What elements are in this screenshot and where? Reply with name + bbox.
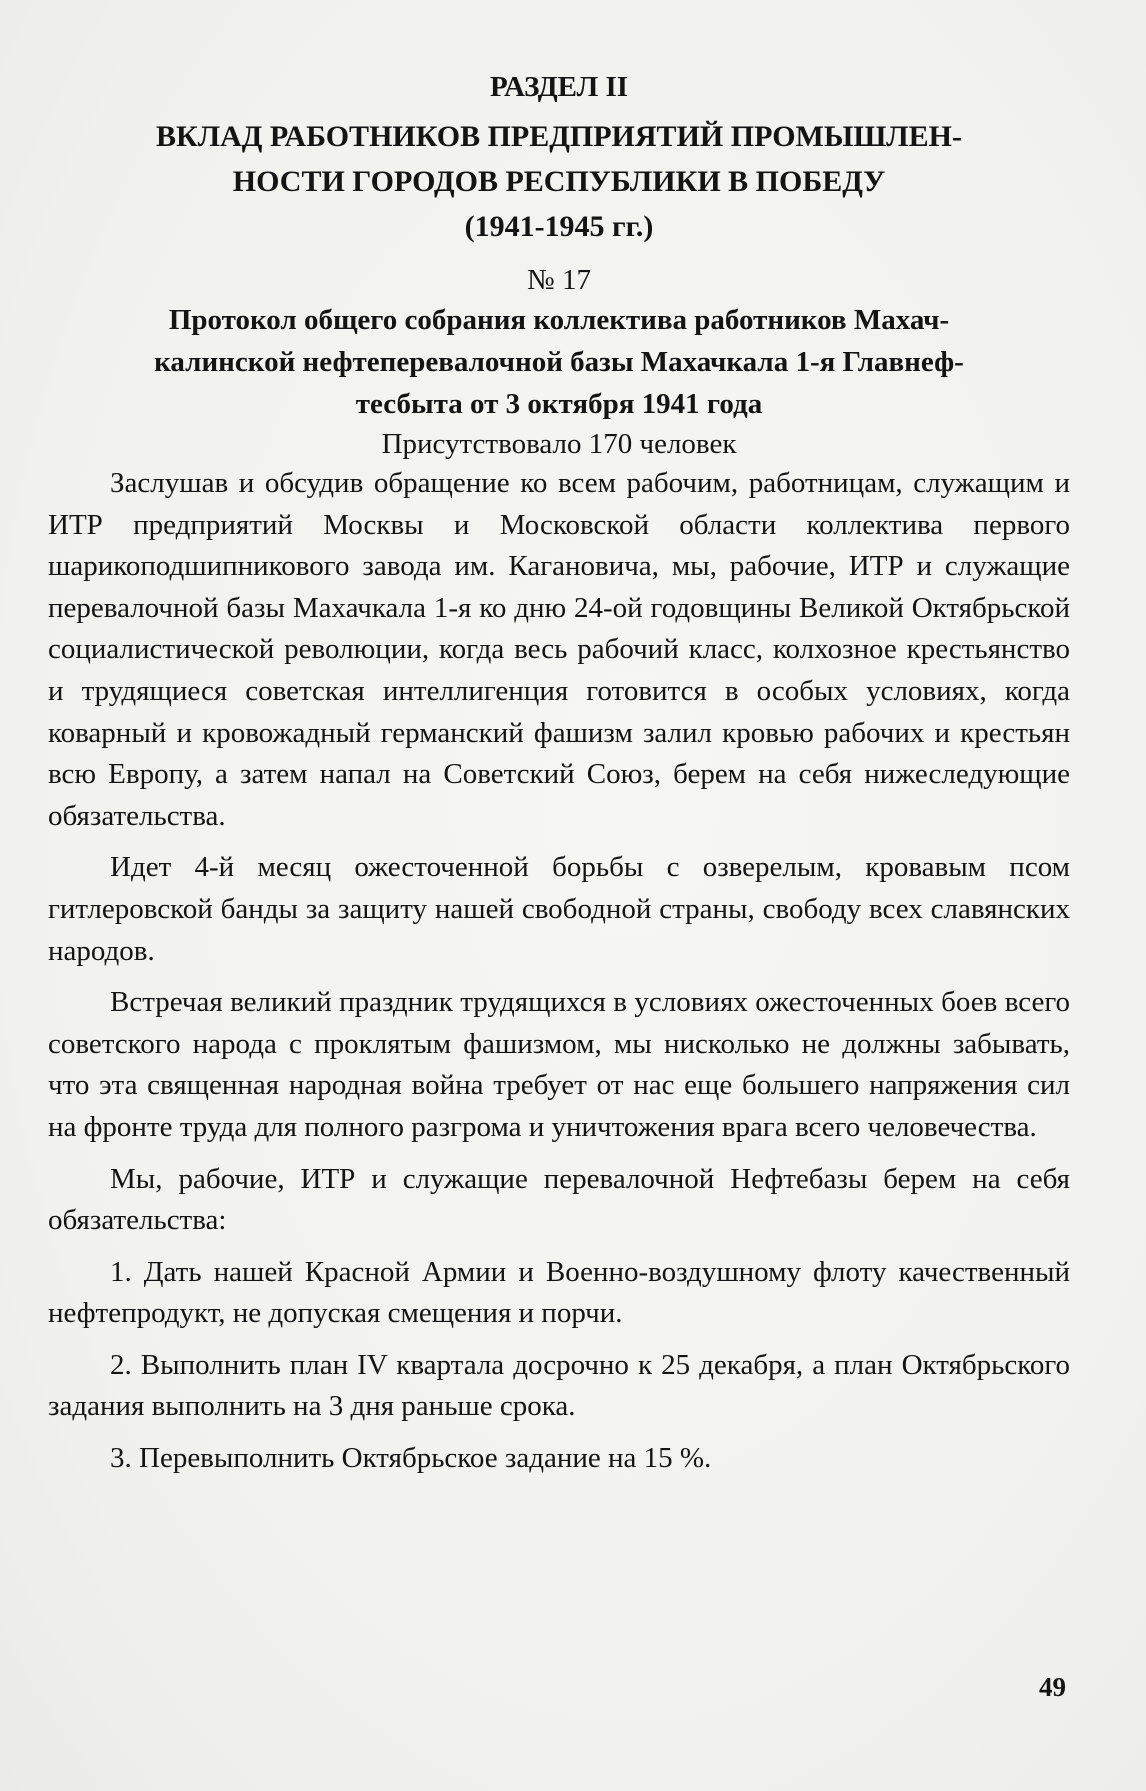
document-title-line: Протокол общего собрания коллектива работников Махач- [168,304,950,336]
body-paragraph: Встречая великий праздник трудящихся в условиях ожесточенных боев всего советского народа с проклятым фашизмом, мы нисколько не должны забывать, что эта священная народная война требует от нас еще большего напряжения сил на фронте труда для полного разгрома и уничтожения врага всего человечества. [48,986,1070,1143]
document-title-line: калинской нефтеперевалочной базы Махачкала 1-я Главнеф- [154,346,964,378]
obligation-item: 1. Дать нашей Красной Армии и Военно-воздушному флоту качественный нефтепродукт, не допуская смещения и порчи. [48,1255,1070,1330]
document-title-line: тесбыта от 3 октября 1941 года [355,388,763,420]
body-paragraph: Заслушав и обсудив обращение ко всем рабочим, работницам, служащим и ИТР предприятий Москвы и Московской области коллектива первого шарикоподшипникового завода им. Кагановича, мы, рабочие, ИТР и служащие перевалочной базы Махачкала 1-я ко дню 24-ой годовщины Великой Октябрьской социалистической революции, когда весь рабочий класс, колхозное крестьянство и трудящиеся советская интеллигенция готовится в особых условиях, когда коварный и кровожадный германский фашизм залил кровью рабочих и крестьян всю Европу, а затем напал на Советский Союз, берем на себя нижеследующие обязательства. [48,467,1070,832]
obligation-item: 3. Перевыполнить Октябрьское задание на 15 %. [110,1442,712,1475]
section-label: РАЗДЕЛ II [489,71,629,103]
document-title [48,299,1070,425]
section-title-line: ВКЛАД РАБОТНИКОВ ПРЕДПРИЯТИЙ ПРОМЫШЛЕН- [156,120,962,153]
body-paragraph: Мы, рабочие, ИТР и служащие перевалочной Нефтебазы берем на себя обязательства: [48,1162,1070,1237]
page-text [48,68,1070,1480]
section-title-line: НОСТИ ГОРОДОВ РЕСПУБЛИКИ В ПОБЕДУ [232,165,886,198]
attendance-line: Присутствовало 170 человек [381,428,737,460]
section-title-line: (1941-1945 гг.) [464,210,654,243]
body-paragraph: Идет 4-й месяц ожесточенной борьбы с озверелым, кровавым псом гитлеровской банды за защиту нашей свободной страны, свободу всех славянских народов. [48,851,1070,967]
section-title [48,114,1070,249]
page-number: 49 [1039,1672,1066,1702]
document-number: № 17 [527,264,591,296]
obligation-item: 2. Выполнить план IV квартала досрочно к 25 декабря, а план Октябрьского задания выполнить на 3 дня раньше срока. [48,1348,1070,1423]
